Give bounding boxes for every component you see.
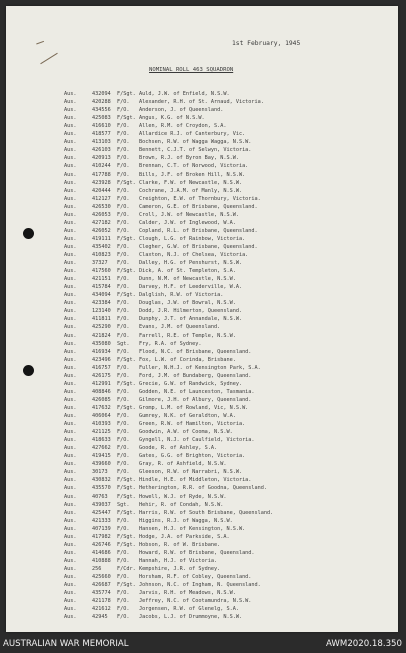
document-page <box>6 6 398 632</box>
name-and-hometown: Creighton, E.W. of Thornbury, Victoria. <box>139 195 261 202</box>
document-date: 1st February, 1945 <box>232 40 301 47</box>
punch-hole <box>23 365 34 376</box>
service-prefix: Aus. <box>64 453 77 460</box>
name-and-hometown: Green, R.W. of Hamilton, Victoria. <box>139 421 246 428</box>
rank: F/Sgt. <box>117 380 136 387</box>
service-number: 432094 <box>92 91 111 97</box>
rank: F/O. <box>117 557 130 564</box>
name-and-hometown: Gumrey, N.K. of Geraldton, W.A. <box>139 413 236 419</box>
document-title: NOMINAL ROLL 463 SQUADRON <box>149 67 234 73</box>
name-and-hometown: Dalglish, R.W. of Victoria. <box>139 292 224 299</box>
name-and-hometown: Howard, R.W. of Brisbane, Queensland. <box>139 549 255 556</box>
name-and-hometown: Fox, L.W. of Corinda, Brisbane. <box>139 356 236 363</box>
name-and-hometown: Dunphy, J.T. of Annandale, N.S.W. <box>139 316 243 323</box>
service-prefix: Aus. <box>64 549 77 556</box>
rank: F/Sgt. <box>117 235 136 242</box>
service-prefix: Aus. <box>64 115 77 122</box>
service-prefix: Aus. <box>64 533 77 540</box>
service-number: 435402 <box>92 243 111 250</box>
service-prefix: Aus. <box>64 340 77 347</box>
name-and-hometown: Jarvis, R.H. of Meadows, N.S.W. <box>139 590 236 597</box>
service-prefix: Aus. <box>64 308 77 315</box>
name-and-hometown: Hehir, R. of Condah, N.S.W. <box>139 501 224 508</box>
rank: F/O. <box>117 139 130 146</box>
name-and-hometown: Clegher, G.W. of Brisbane, Queensland. <box>139 243 258 250</box>
name-and-hometown: Dodd, J.R. Hilmerton, Queensland. <box>139 308 243 315</box>
rank: F/O. <box>117 445 130 452</box>
name-and-hometown: Angus, K.G. of N.S.W. <box>139 115 205 122</box>
service-prefix: Aus. <box>64 316 77 323</box>
name-and-hometown: Dalley, H.G. of Penshurst, N.S.W. <box>139 260 243 267</box>
name-and-hometown: Gray, R. of Ashfield, N.S.W. <box>139 461 227 468</box>
service-prefix: Aus. <box>64 590 77 597</box>
name-and-hometown: Brennan, C.T. of Norwood, Victoria. <box>139 163 249 170</box>
rank: F/O. <box>117 396 130 403</box>
service-number: 410823 <box>92 252 111 258</box>
service-number: 417560 <box>92 268 111 275</box>
name-and-hometown: Kempshire, J.R. of Sydney. <box>139 565 221 572</box>
name-and-hometown: Bochsen, R.W. of Wagga Wagga, N.S.W. <box>139 139 252 146</box>
service-prefix: Aus. <box>64 493 77 500</box>
service-number: 423496 <box>92 356 111 363</box>
service-number: 410393 <box>92 421 111 428</box>
service-number: 412127 <box>92 195 111 202</box>
name-and-hometown: Godden, N.E. of Launceston, Tasmania. <box>139 388 255 395</box>
rank: F/O. <box>117 413 130 419</box>
name-and-hometown: Grecie, G.W. of Randwick, Sydney. <box>139 380 243 387</box>
name-and-hometown: Howell, W.J. of Ryde, N.S.W. <box>139 493 227 500</box>
name-and-hometown: Dunn, N.M. of Newcastle, N.S.W. <box>139 276 236 283</box>
service-number: 416757 <box>92 364 111 371</box>
service-prefix: Aus. <box>64 574 77 580</box>
rank: F/O. <box>117 171 130 178</box>
service-number: 415784 <box>92 284 111 291</box>
name-and-hometown: Cameron, G.E. of Brisbane, Queensland. <box>139 203 258 210</box>
service-prefix: Aus. <box>64 163 77 170</box>
service-prefix: Aus. <box>64 421 77 428</box>
service-prefix: Aus. <box>64 252 77 258</box>
name-and-hometown: Calder, J.W. of Inglewood, W.A. <box>139 219 236 226</box>
service-prefix: Aus. <box>64 268 77 275</box>
service-number: 426687 <box>92 582 111 589</box>
service-prefix: Aus. <box>64 292 77 299</box>
service-number: 439660 <box>92 461 111 468</box>
rank: F/O. <box>117 453 130 460</box>
rank: F/O. <box>117 187 130 194</box>
service-number: 426085 <box>92 396 111 403</box>
service-number: 425447 <box>92 509 111 516</box>
rank: F/O. <box>117 469 130 476</box>
service-prefix: Aus. <box>64 372 77 379</box>
rank: F/Sgt. <box>117 477 136 484</box>
rank: F/O. <box>117 598 130 605</box>
rank: F/Sgt. <box>117 292 136 299</box>
service-number: 423928 <box>92 179 111 186</box>
service-prefix: Aus. <box>64 187 77 194</box>
rank: F/O. <box>117 163 130 170</box>
name-and-hometown: Jacobs, L.J. of Drummoyne, N.S.W. <box>139 614 243 621</box>
service-prefix: Aus. <box>64 501 77 508</box>
service-prefix: Aus. <box>64 541 77 548</box>
service-number: 416610 <box>92 123 111 130</box>
name-and-hometown: Dick, A. of St. Templeton, S.A. <box>139 268 236 275</box>
name-and-hometown: Farrell, R.E. of Temple, N.S.W. <box>139 332 236 339</box>
rank: F/Sgt. <box>117 268 136 275</box>
service-number: 42945 <box>92 614 108 621</box>
service-number: 421333 <box>92 517 111 524</box>
rank: F/O. <box>117 525 130 532</box>
service-number: 425660 <box>92 574 111 580</box>
service-prefix: Aus. <box>64 171 77 178</box>
service-prefix: Aus. <box>64 219 77 226</box>
name-and-hometown: Darvey, H.F. of Leederville, W.A. <box>139 284 243 291</box>
service-number: 426053 <box>92 211 111 218</box>
rank: F/O. <box>117 324 130 331</box>
rank: F/O. <box>117 123 130 130</box>
service-prefix: Aus. <box>64 429 77 436</box>
rank: F/Sgt. <box>117 356 136 363</box>
service-prefix: Aus. <box>64 509 77 516</box>
name-and-hometown: Allardice R.J. of Canterbury, Vic. <box>139 131 246 138</box>
name-and-hometown: Hetherington, R.R. of Goodna, Queensland. <box>139 485 268 492</box>
service-prefix: Aus. <box>64 348 77 355</box>
service-prefix: Aus. <box>64 131 77 138</box>
rank: F/Cdr. <box>117 565 136 572</box>
service-prefix: Aus. <box>64 203 77 210</box>
rank: F/Sgt. <box>117 582 136 589</box>
service-number: 123140 <box>92 308 111 315</box>
service-prefix: Aus. <box>64 445 77 452</box>
rank: F/O. <box>117 99 130 106</box>
rank: F/O. <box>117 437 130 444</box>
rank: F/O. <box>117 332 130 339</box>
punch-hole <box>23 228 34 239</box>
service-number: 419111 <box>92 235 111 242</box>
service-number: 417632 <box>92 404 111 411</box>
name-and-hometown: Alexander, R.H. of St. Arnaud, Victoria. <box>139 99 264 106</box>
service-number: 37327 <box>92 260 108 267</box>
rank: F/O. <box>117 461 130 468</box>
service-number: 421824 <box>92 332 111 339</box>
name-and-hometown: Copland, R.L. of Brisbane, Queensland. <box>139 227 258 234</box>
rank: F/Sgt. <box>117 179 136 186</box>
rank: F/O. <box>117 195 130 202</box>
name-and-hometown: Flood, N.C. of Brisbane, Queensland. <box>139 348 252 355</box>
service-prefix: Aus. <box>64 155 77 162</box>
service-number: 420444 <box>92 187 111 194</box>
name-and-hometown: Goodwin, A.W. of Cooma, N.S.W. <box>139 429 233 436</box>
rank: F/Sgt. <box>117 485 136 492</box>
service-number: 418577 <box>92 131 111 138</box>
name-and-hometown: Clough, L.G. of Rainbow, Victoria. <box>139 235 246 242</box>
service-number: 421151 <box>92 276 111 283</box>
name-and-hometown: Harris, R.W. of South Brisbane, Queensland. <box>139 509 274 516</box>
service-number: 40763 <box>92 493 108 500</box>
service-prefix: Aus. <box>64 485 77 492</box>
rank: F/O. <box>117 211 130 218</box>
service-prefix: Aus. <box>64 525 77 532</box>
name-and-hometown: Goode, R. of Ashley, S.A. <box>139 445 218 452</box>
name-and-hometown: Higgins, R.J. of Wagga, N.S.W. <box>139 517 233 524</box>
rank: F/Sgt. <box>117 541 136 548</box>
name-and-hometown: Brown, R.J. of Byron Bay, N.S.W. <box>139 155 239 162</box>
service-number: 426530 <box>92 203 111 210</box>
rank: F/O. <box>117 614 130 621</box>
service-prefix: Aus. <box>64 235 77 242</box>
service-number: 407139 <box>92 525 111 532</box>
rank: F/O. <box>117 549 130 556</box>
name-and-hometown: Bills, J.F. of Broken Hill, N.S.W. <box>139 171 246 178</box>
service-prefix: Aus. <box>64 324 77 331</box>
rank: F/O. <box>117 348 130 355</box>
service-prefix: Aus. <box>64 243 77 250</box>
service-prefix: Aus. <box>64 123 77 130</box>
caption-bar <box>0 636 406 653</box>
pencil-mark <box>40 53 57 64</box>
service-number: 425083 <box>92 115 111 122</box>
service-number: 410244 <box>92 163 111 170</box>
rank: Sgt. <box>117 340 130 347</box>
service-prefix: Aus. <box>64 469 77 476</box>
rank: F/O. <box>117 574 130 580</box>
service-number: 421125 <box>92 429 111 436</box>
service-number: 417788 <box>92 171 111 178</box>
institution-name: AUSTRALIAN WAR MEMORIAL <box>3 639 129 649</box>
service-number: 418633 <box>92 437 111 444</box>
service-prefix: Aus. <box>64 139 77 146</box>
name-and-hometown: Johnson, N.C. of Ingham, N. Queensland. <box>139 582 261 589</box>
service-prefix: Aus. <box>64 461 77 468</box>
service-prefix: Aus. <box>64 477 77 484</box>
name-and-hometown: Jorgensen, R.W. of Glenelg, S.A. <box>139 606 239 613</box>
service-prefix: Aus. <box>64 614 77 621</box>
name-and-hometown: Bennett, C.J.T. of Selwyn, Victoria. <box>139 147 252 154</box>
name-and-hometown: Hodge, J.A. of Parkside, S.A. <box>139 533 230 540</box>
name-and-hometown: Hannah, H.J. of Victoria. <box>139 557 218 564</box>
service-number: 413103 <box>92 139 111 146</box>
service-prefix: Aus. <box>64 99 77 106</box>
service-prefix: Aus. <box>64 356 77 363</box>
service-number: 416934 <box>92 348 111 355</box>
service-number: 417982 <box>92 533 111 540</box>
service-number: 410888 <box>92 557 111 564</box>
name-and-hometown: Claxton, N.J. of Chelsea, Victoria. <box>139 252 249 258</box>
service-number: 434556 <box>92 107 111 114</box>
rank: F/O. <box>117 155 130 162</box>
service-number: 439037 <box>92 501 111 508</box>
service-number: 426052 <box>92 227 111 234</box>
service-prefix: Aus. <box>64 91 77 97</box>
name-and-hometown: Gromp, L.M. of Rowland, Vic, N.S.W. <box>139 404 249 411</box>
rank: F/O. <box>117 227 130 234</box>
name-and-hometown: Jeffrey, N.C. of Cootamundra, N.S.W. <box>139 598 252 605</box>
rank: F/O. <box>117 517 130 524</box>
service-prefix: Aus. <box>64 396 77 403</box>
rank: Sgt. <box>117 501 130 508</box>
service-number: 435774 <box>92 590 111 597</box>
service-number: 426103 <box>92 147 111 154</box>
service-prefix: Aus. <box>64 388 77 395</box>
service-prefix: Aus. <box>64 284 77 291</box>
name-and-hometown: Croll, J.W. of Newcastle, N.S.W. <box>139 211 239 218</box>
name-and-hometown: Douglas, J.W. of Bowral, N.S.W. <box>139 300 236 307</box>
service-number: 435080 <box>92 340 111 347</box>
rank: F/O. <box>117 388 130 395</box>
service-number: 427662 <box>92 445 111 452</box>
service-prefix: Aus. <box>64 606 77 613</box>
service-prefix: Aus. <box>64 437 77 444</box>
rank: F/O. <box>117 590 130 597</box>
rank: F/O. <box>117 219 130 226</box>
rank: F/O. <box>117 243 130 250</box>
name-and-hometown: Gates, G.G. of Brighton, Victoria. <box>139 453 246 460</box>
service-prefix: Aus. <box>64 380 77 387</box>
service-number: 420913 <box>92 155 111 162</box>
name-and-hometown: Horsham, R.F. of Cobley, Queensland. <box>139 574 252 580</box>
name-and-hometown: Gyngell, N.J. of Caulfield, Victoria. <box>139 437 255 444</box>
service-prefix: Aus. <box>64 598 77 605</box>
service-number: 420288 <box>92 99 111 106</box>
name-and-hometown: Hobson, R. of W. Brisbane. <box>139 541 221 548</box>
rank: F/O. <box>117 606 130 613</box>
rank: F/Sgt. <box>117 493 136 500</box>
service-prefix: Aus. <box>64 404 77 411</box>
service-number: 423384 <box>92 300 111 307</box>
name-and-hometown: Clarke, F.W. of Newcastle, N.S.W. <box>139 179 243 186</box>
rank: F/Sgt. <box>117 115 136 122</box>
service-prefix: Aus. <box>64 517 77 524</box>
name-and-hometown: Hindle, H.E. of Middleton, Victoria. <box>139 477 252 484</box>
service-number: 434094 <box>92 292 111 299</box>
service-prefix: Aus. <box>64 300 77 307</box>
service-prefix: Aus. <box>64 565 77 572</box>
rank: F/O. <box>117 421 130 428</box>
name-and-hometown: Gleeson, R.W. of Narrabri, N.S.W. <box>139 469 243 476</box>
rank: F/O. <box>117 252 130 258</box>
ink-mark <box>36 41 46 49</box>
rank: F/O. <box>117 203 130 210</box>
service-prefix: Aus. <box>64 413 77 419</box>
rank: F/O. <box>117 276 130 283</box>
rank: F/O. <box>117 364 130 371</box>
name-and-hometown: Allen, R.M. of Croydon, S.A. <box>139 123 227 130</box>
rank: F/O. <box>117 284 130 291</box>
service-number: 412991 <box>92 380 111 387</box>
name-and-hometown: Ford, J.M. of Bundaberg, Queensland. <box>139 372 252 379</box>
rank: F/Sgt. <box>117 91 136 97</box>
service-number: 421178 <box>92 598 111 605</box>
service-number: 408846 <box>92 388 111 395</box>
service-number: 419415 <box>92 453 111 460</box>
rank: F/O. <box>117 147 130 154</box>
service-number: 406064 <box>92 413 111 419</box>
rank: F/O. <box>117 131 130 138</box>
service-number: 435570 <box>92 485 111 492</box>
name-and-hometown: Cochrane, J.A.M. of Manly, N.S.W. <box>139 187 243 194</box>
name-and-hometown: Auld, J.W. of Enfield, N.S.W. <box>139 91 230 97</box>
rank: F/O. <box>117 372 130 379</box>
service-prefix: Aus. <box>64 582 77 589</box>
name-and-hometown: Fuller, N.H.J. of Kensington Park, S.A. <box>139 364 261 371</box>
service-number: 30173 <box>92 469 108 476</box>
service-number: 414686 <box>92 549 111 556</box>
service-number: 427182 <box>92 219 111 226</box>
rank: F/O. <box>117 260 130 267</box>
name-and-hometown: Hansen, H.J. of Kensington, N.S.W. <box>139 525 246 532</box>
rank: F/O. <box>117 429 130 436</box>
service-prefix: Aus. <box>64 211 77 218</box>
service-prefix: Aus. <box>64 364 77 371</box>
service-prefix: Aus. <box>64 107 77 114</box>
service-number: 426746 <box>92 541 111 548</box>
service-prefix: Aus. <box>64 332 77 339</box>
service-prefix: Aus. <box>64 179 77 186</box>
rank: F/Sgt. <box>117 509 136 516</box>
service-number: 256 <box>92 565 102 572</box>
service-prefix: Aus. <box>64 227 77 234</box>
service-number: 421612 <box>92 606 111 613</box>
name-and-hometown: Evans, J.M. of Queensland. <box>139 324 221 331</box>
rank: F/O. <box>117 107 130 114</box>
service-number: 425290 <box>92 324 111 331</box>
service-prefix: Aus. <box>64 260 77 267</box>
name-and-hometown: Anderson, J. of Queensland. <box>139 107 224 114</box>
service-number: 426175 <box>92 372 111 379</box>
service-number: 430832 <box>92 477 111 484</box>
service-prefix: Aus. <box>64 195 77 202</box>
service-prefix: Aus. <box>64 557 77 564</box>
service-prefix: Aus. <box>64 276 77 283</box>
rank: F/O. <box>117 300 130 307</box>
service-prefix: Aus. <box>64 147 77 154</box>
service-number: 411811 <box>92 316 111 323</box>
accession-number: AWM2020.18.350 <box>326 639 402 649</box>
name-and-hometown: Gilmore, J.H. of Albury, Queensland. <box>139 396 252 403</box>
rank: F/O. <box>117 316 130 323</box>
name-and-hometown: Fry, R.A. of Sydney. <box>139 340 202 347</box>
rank: F/Sgt. <box>117 533 136 540</box>
rank: F/Sgt. <box>117 404 136 411</box>
rank: F/O. <box>117 308 130 315</box>
